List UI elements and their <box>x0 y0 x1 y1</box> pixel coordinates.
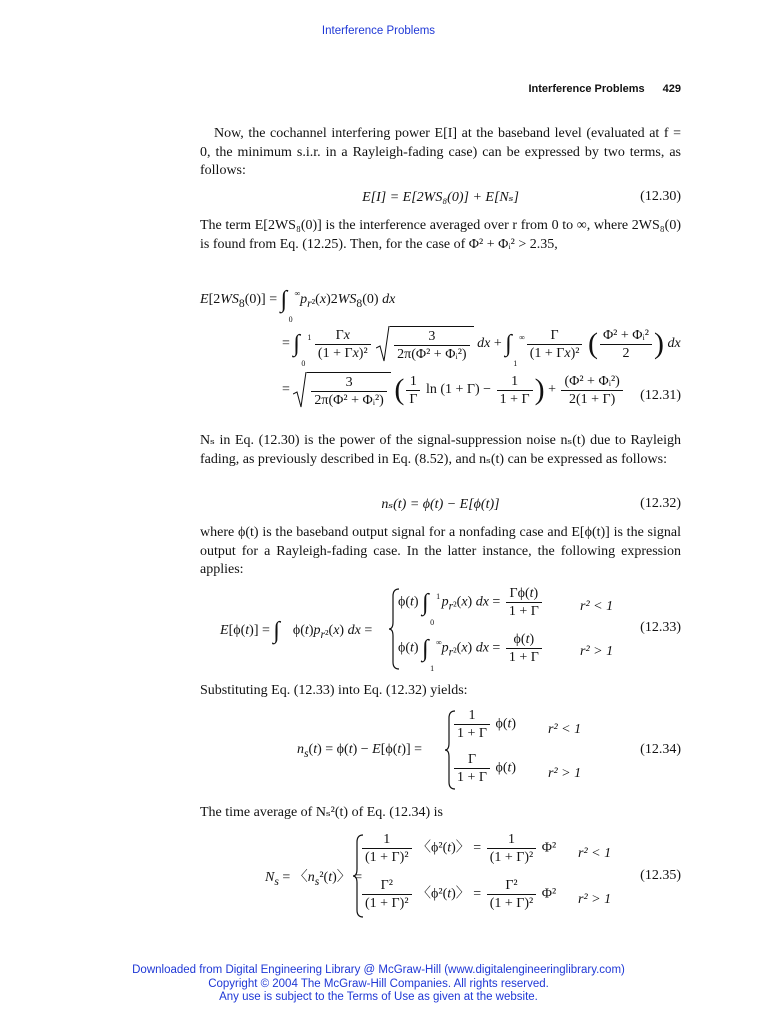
equation-12-35-number: (12.35) <box>640 868 681 883</box>
equation-12-30-body: E[I] = E[2WS₈(0)] + E[Nₛ] <box>362 190 519 205</box>
equation-12-32 <box>200 496 681 513</box>
equation-12-35-lhs: $N_s$ = 〈$n_s^2(t)$〉 = <box>265 870 363 888</box>
top-link[interactable]: Interference Problems <box>321 25 436 37</box>
equation-12-31-number: (12.31) <box>640 388 681 403</box>
equation-12-35-case1: $\frac{1}{\text{(1 + Γ)²}}$ 〈ϕ²(t)〉 = $\frac{1}{\text{(1 + Γ)²}}$ Φ² <box>360 832 556 865</box>
equation-12-32-body: nₛ(t) = ϕ(t) − E[ϕ(t)] <box>381 497 500 512</box>
equation-12-30-number: (12.30) <box>640 189 681 204</box>
equation-12-34-lhs: $n_s(t) = \phi(t) - E[\phi(t)]$ = <box>297 742 423 760</box>
equation-12-35 <box>200 832 681 922</box>
footer-terms-link[interactable]: Any use is subject to the Terms of Use as given at the website. <box>219 991 538 1003</box>
footer-copyright: Copyright © 2004 The McGraw-Hill Companies. All rights reserved. <box>208 977 549 990</box>
paragraph-1-text: Now, the cochannel interfering power E[I] at the baseband level (evaluated at f = 0, the minimum s.i.r. in a Rayleigh-fading case) can be expressed by two terms, as follows: <box>200 126 681 178</box>
paragraph-4-text: where ϕ(t) is the baseband output signal for a nonfading case and E[ϕ(t)] is the signal output for a Rayleigh-fading case. In the latter instance, the following expression applies: <box>200 525 681 577</box>
paragraph-6 <box>200 804 681 823</box>
equation-12-35-cond2: r² > 1 <box>578 892 612 907</box>
equation-12-34-case1: $\frac{1}{1 + \Gamma}$ ϕ(t) <box>452 708 516 741</box>
paragraph-5 <box>200 682 681 701</box>
equation-12-33-case2: ϕ(t) ∫ ∞ 1 $p_{r^2}(x)$ dx = $\frac{\phi(t)}{1 + \Gamma}$ <box>398 632 544 665</box>
paragraph-6-text: The time average of Nₛ²(t) of Eq. (12.34) is <box>200 805 443 820</box>
equation-12-33-cond1: r² < 1 <box>580 599 614 614</box>
running-title: Interference Problems <box>528 83 645 95</box>
equation-12-33-number: (12.33) <box>640 620 681 635</box>
paragraph-3 <box>200 432 681 469</box>
paragraph-4 <box>200 524 681 580</box>
equation-12-33-cond2: r² > 1 <box>580 644 614 659</box>
equation-12-34-case2: $\frac{\Gamma}{1 + \Gamma}$ ϕ(t) <box>452 752 516 785</box>
equation-12-31 <box>200 282 681 422</box>
equation-12-31-line2: = ∫ 1 0 $\frac{\Gamma x}{\text{(1 + Γx)²}}$ $\frac{3}{\text{2π(Φ² + Φᵢ²)}}$ dx + ∫ ∞ 1 $\frac{\Gamma}{\text{(1 + Γx)²}}$ ( $\frac{\text{Φ² + Φᵢ²}}{2}$ ) dx <box>282 327 681 368</box>
equation-12-35-case2: $\frac{\text{Γ²}}{\text{(1 + Γ)²}}$ 〈ϕ²(t)〉 = $\frac{\text{Γ²}}{\text{(1 + Γ)²}}$ Φ² <box>360 878 556 911</box>
paragraph-1 <box>200 125 681 181</box>
page-number: 429 <box>662 83 681 95</box>
paragraph-2-text: The term E[2WS₈(0)] is the interference averaged over r from 0 to ∞, where 2WS₈(0) is found from Eq. (12.25). Then, for the case of Φ² + Φᵢ² > 2.35, <box>200 218 681 252</box>
paragraph-2 <box>200 217 681 254</box>
equation-12-34-cond2: r² > 1 <box>548 766 582 781</box>
footer-download-link[interactable]: Downloaded from Digital Engineering Library @ McGraw-Hill (www.digitalengineeringlibrary.com) <box>132 964 625 976</box>
equation-12-34 <box>200 708 681 796</box>
paragraph-3-text: Nₛ in Eq. (12.30) is the power of the signal-suppression noise nₛ(t) due to Rayleigh fading, as previously described in Eq. (8.52), and nₛ(t) can be expressed as follows: <box>200 433 681 467</box>
paragraph-5-text: Substituting Eq. (12.33) into Eq. (12.32) yields: <box>200 683 468 698</box>
footer <box>0 964 757 1005</box>
equation-12-35-cond1: r² < 1 <box>578 846 612 861</box>
equation-12-30 <box>200 189 681 206</box>
equation-12-31-line1: $E[2WS_8(0)]$ = ∫ ∞ 0 $p_{r^2}(x)2WS_8(0)$ dx <box>200 287 396 324</box>
equation-12-34-cond1: r² < 1 <box>548 722 582 737</box>
equation-12-34-number: (12.34) <box>640 742 681 757</box>
equation-12-33-lhs: E[ϕ(t)] = ∫ $\phi(t)p_{r^2}(x)$ dx = <box>220 618 373 644</box>
equation-12-32-number: (12.32) <box>640 496 681 511</box>
running-head <box>200 83 681 95</box>
equation-12-31-line3: = $\frac{3}{\text{2π(Φ² + Φᵢ²)}}$ ( $\frac{1}{\Gamma}$ ln (1 + Γ) − $\frac{1}{1 + \Gamma}$ ) + $\frac{\text{(Φ² + Φᵢ²)}}{2(1 + \Gamma)}$ <box>282 372 625 408</box>
equation-12-33-case1: ϕ(t) ∫ 1 0 $p_{r^2}(x)$ dx = $\frac{\Gamma\phi(t)}{1 + \Gamma}$ <box>398 586 544 619</box>
equation-12-33 <box>200 586 681 676</box>
